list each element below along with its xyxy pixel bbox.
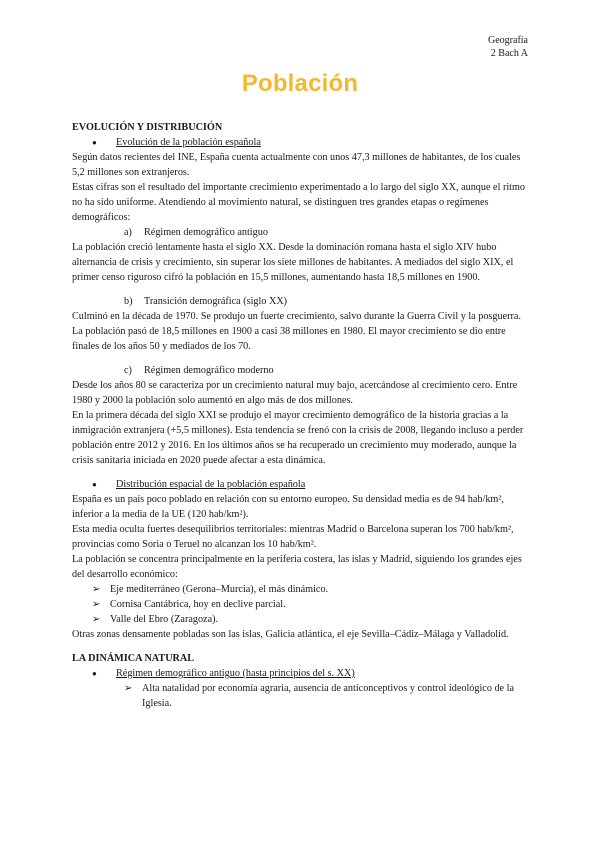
bullet-item xyxy=(72,477,530,492)
paragraph: Desde los años 80 se caracteriza por un crecimiento natural muy bajo, acercándose al crecimiento cero. Entre 1980 y 2000 la población solo aumentó en algo más de dos millones. xyxy=(72,380,518,406)
list-text: Cornisa Cantábrica, hoy en declive parcial. xyxy=(110,599,286,610)
list-marker: c) xyxy=(124,365,132,376)
list-label: Transición demográfica (siglo XX) xyxy=(144,296,288,307)
bullet-icon: ● xyxy=(92,138,97,147)
list-item-a xyxy=(72,225,530,240)
list-item xyxy=(72,612,530,627)
section-heading: EVOLUCIÓN Y DISTRIBUCIÓN xyxy=(72,122,223,133)
arrow-bullet-icon: ➢ xyxy=(92,614,101,625)
paragraph: España es un país poco poblado en relación con su entorno europeo. Su densidad media es de 94 hab/km², inferior a la media de la UE (120 hab/km²). xyxy=(72,494,504,520)
list-item-c xyxy=(72,363,530,378)
arrow-bullet-icon: ➢ xyxy=(92,599,101,610)
subsection-title: Distribución espacial de la población española xyxy=(116,479,306,490)
header-subject: Geografía xyxy=(488,35,528,46)
list-text: Eje mediterráneo (Gerona–Murcia), el más dinámico. xyxy=(110,584,329,595)
list-item xyxy=(72,681,530,711)
paragraph: Según datos recientes del INE, España cuenta actualmente con unos 47,3 millones de habitantes, de los cuales 5,2 millones son extranjeros. xyxy=(72,152,521,178)
paragraph: Esta media oculta fuertes desequilibrios territoriales: mientras Madrid o Barcelona superan los 700 hab/km², provincias como Soria o Teruel no alcanzan los 10 hab/km². xyxy=(72,524,514,550)
list-label: Régimen demográfico antiguo xyxy=(144,227,268,238)
section-heading: LA DINÁMICA NATURAL xyxy=(72,653,195,664)
list-marker: a) xyxy=(124,227,132,238)
paragraph: Culminó en la década de 1970. Se produjo un fuerte crecimiento, salvo durante la Guerra Civil y la posguerra. La población pasó de 18,5 millones en 1900 a casi 38 millones en 1980. El mayor crecimiento se dio entre finales de los años 50 y mediados de los 70. xyxy=(72,311,521,352)
list-label: Régimen demográfico moderno xyxy=(144,365,274,376)
paragraph: En la primera década del siglo XXI se produjo el mayor crecimiento demográfico de la historia gracias a la inmigración extranjera (+5,5 millones). Esta tendencia se frenó con la crisis de 2008, llegando incluso a perder población entre 2012 y 2016. En los últimos años se ha recuperado un crecimiento muy moderado, aunque la crisis sanitaria iniciada en 2020 puede afectar a esta dinámica. xyxy=(72,410,524,466)
subsection-title: Evolución de la población española xyxy=(116,137,261,148)
paragraph: Otras zonas densamente pobladas son las islas, Galicia atlántica, el eje Sevilla–Cádiz–Málaga y Valladolid. xyxy=(72,629,509,640)
bullet-icon: ● xyxy=(92,669,97,678)
header-course: 2 Bach A xyxy=(490,48,528,59)
arrow-bullet-icon: ➢ xyxy=(92,584,101,595)
list-item-b xyxy=(72,294,530,309)
bullet-icon: ● xyxy=(92,480,97,489)
page-title: Población xyxy=(241,70,359,97)
list-text: Alta natalidad por economía agraria, ausencia de anticonceptivos y control ideológico de la Iglesia. xyxy=(142,683,514,709)
paragraph: Estas cifras son el resultado del importante crecimiento experimentado a lo largo del siglo XX, aunque el ritmo no ha sido uniforme. Atendiendo al movimiento natural, se distinguen tres grandes etapas o regímenes demográficos: xyxy=(72,182,526,223)
bullet-item xyxy=(72,135,530,150)
subsection-title: Régimen demográfico antiguo (hasta principios del s. XX) xyxy=(116,668,355,679)
page-header xyxy=(488,34,528,60)
bullet-item xyxy=(72,666,530,681)
document-body xyxy=(72,120,530,711)
list-text: Valle del Ebro (Zaragoza). xyxy=(110,614,219,625)
list-marker: b) xyxy=(124,296,133,307)
arrow-bullet-icon: ➢ xyxy=(124,683,133,694)
paragraph: La población se concentra principalmente en la periferia costera, las islas y Madrid, siguiendo los grandes ejes del desarrollo económico: xyxy=(72,554,522,580)
paragraph: La población creció lentamente hasta el siglo XX. Desde la dominación romana hasta el siglo XIV hubo alternancia de crisis y crecimiento, sin superar los siete millones de habitantes. A mediados del siglo XIX, el primer censo riguroso cifró la población en 15,5 millones, aumentando hasta 18,5 millones en 1900. xyxy=(72,242,514,283)
list-item xyxy=(72,597,530,612)
list-item xyxy=(72,582,530,597)
